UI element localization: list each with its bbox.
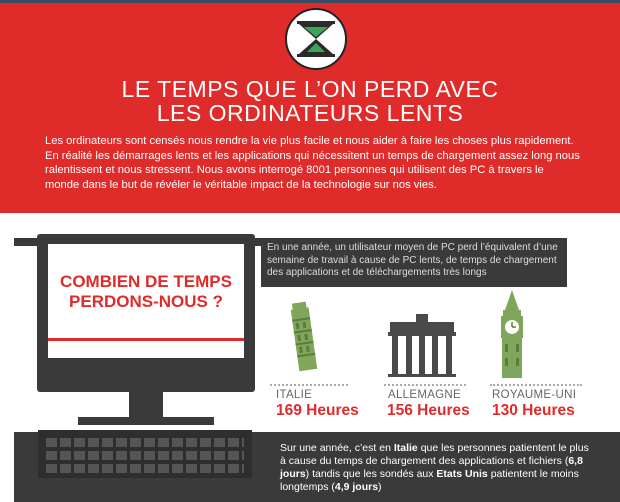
bottom-bold-days-italy: 6,8 jours: [280, 455, 583, 480]
country-italy: [268, 312, 363, 387]
bottom-text-3: ) tandis que les sondés aux: [305, 468, 437, 480]
country-uk: [490, 312, 585, 387]
country-germany: [384, 312, 479, 387]
info-box: En une année, un utilisateur moyen de PC perd l’équivalent d’une semaine de travail à cause de PC lents, de temps de chargement des applications et de téléchargements très longs: [261, 238, 567, 287]
bottom-paragraph: [280, 442, 590, 494]
bottom-text-2: que les personnes patientent le plus à cause du temps de chargement des applications et fichiers (: [280, 442, 589, 467]
country-name-germany: ALLEMAGNE: [388, 389, 462, 401]
question-line-1: COMBIEN DE TEMPS: [60, 272, 232, 291]
question-line-2: PERDONS-NOUS ?: [69, 292, 223, 311]
leaning-tower-icon: [288, 298, 328, 378]
bottom-text-5: ): [378, 481, 382, 493]
country-name-uk: ROYAUME-UNI: [492, 389, 577, 401]
hours-germany: 156 Heures: [387, 402, 470, 419]
dotted-divider: [490, 384, 582, 386]
dotted-divider: [384, 384, 466, 386]
title-line-1: LE TEMPS QUE L’ON PERD AVEC: [121, 76, 499, 102]
hours-italy: 169 Heures: [276, 402, 359, 419]
hourglass-badge: [285, 8, 347, 70]
question-heading: [48, 272, 244, 312]
monitor-base: [78, 417, 214, 425]
keyboard-row: [46, 464, 244, 473]
screen-underline: [48, 338, 244, 341]
intro-paragraph: Les ordinateurs sont censés nous rendre la vie plus facile et nous aider à faire les choses plus rapidement. En réalité les démarrages lents et les applications qui nécessitent un temps de chargement assez long nous ralentissent et nous stressent. Nous avons interrogé 8001 personnes qui utilisent des PC à travers le monde dans le but de révéler le véritable impact de la technologie sur nos vies.: [45, 135, 580, 191]
dotted-divider: [270, 384, 348, 386]
top-strip: [0, 0, 620, 3]
keyboard-row: [46, 451, 244, 460]
country-name-italy: ITALIE: [276, 389, 313, 401]
brandenburg-gate-icon: [386, 312, 458, 378]
bottom-bold-days-usa: 4,9 jours: [334, 481, 379, 493]
hourglass-icon: [287, 10, 345, 68]
bottom-bold-usa: Etats Unis: [436, 468, 488, 480]
monitor-screen: [48, 244, 244, 358]
keyboard-row: [46, 438, 244, 447]
bottom-text-1: Sur une année, c’est en: [280, 442, 394, 454]
page-title: [0, 77, 620, 125]
bottom-text-4: patientent le moins longtemps (: [280, 468, 579, 493]
title-line-2: LES ORDINATEURS LENTS: [156, 100, 464, 126]
bottom-bold-italie: Italie: [393, 442, 418, 454]
hours-uk: 130 Heures: [492, 402, 575, 419]
big-ben-icon: [492, 290, 532, 380]
monitor-stand: [129, 392, 163, 418]
